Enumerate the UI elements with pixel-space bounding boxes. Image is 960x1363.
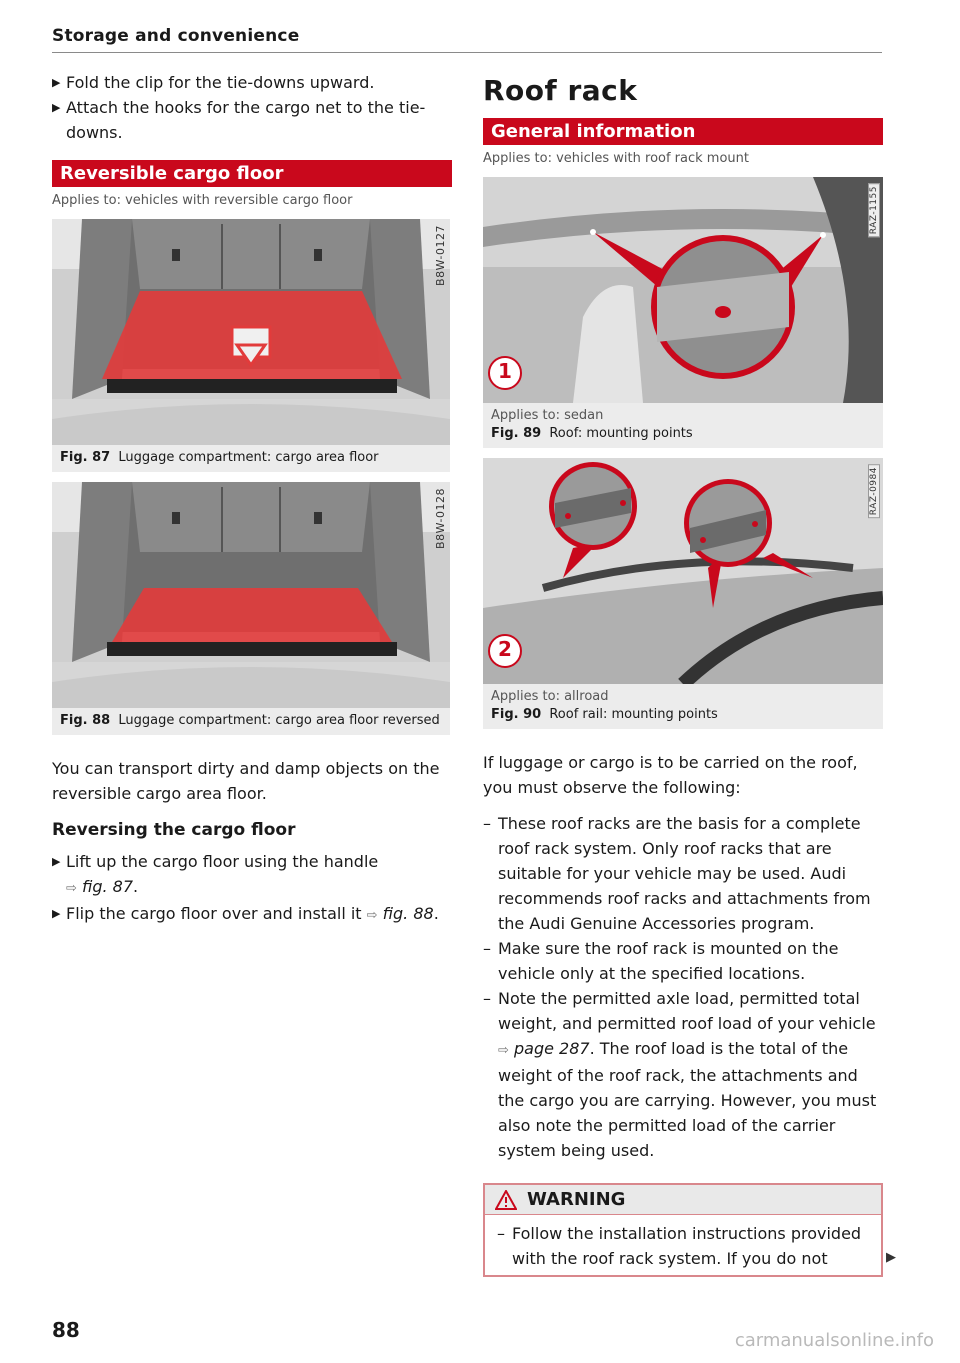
requirement-text: Make sure the roof rack is mounted on the vehicle only at the specified locations. [498, 939, 839, 983]
step-item [52, 901, 452, 928]
dash-marker: – [483, 939, 491, 958]
cross-reference-link[interactable]: page 287 [514, 1039, 590, 1058]
intro-paragraph: If luggage or cargo is to be carried on the roof, you must observe the following: [483, 753, 858, 797]
figure-89-image [483, 177, 883, 403]
figure-caption [52, 445, 450, 472]
right-column [483, 70, 883, 1277]
figure-90-image [483, 458, 883, 684]
callout-marker-2: 2 [498, 637, 512, 661]
dash-marker: – [483, 989, 491, 1008]
figure-87 [52, 219, 450, 472]
figure-caption-text: Luggage compartment: cargo area floor [118, 450, 379, 465]
step-suffix: . [433, 904, 439, 923]
bullet-icon: ▶ [52, 76, 61, 89]
body-paragraph: You can transport dirty and damp objects on the reversible cargo area floor. [52, 759, 440, 803]
requirement-text: Note the permitted axle load, permitted total weight, and permitted roof load of your vehicle [498, 989, 876, 1033]
bullet-icon: ▶ [52, 855, 61, 868]
figure-89 [483, 177, 883, 448]
dash-marker: – [483, 814, 491, 833]
requirement-text-continued: . The roof load is the total of the weight of the roof rack, the attachments and the cargo you are carrying. However, you must also note the permitted load of the carrier system being used. [498, 1039, 877, 1160]
figure-caption-text: Roof rail: mounting points [549, 707, 718, 722]
figure-applies-note: Applies to: sedan [491, 408, 604, 423]
warning-item [497, 1221, 871, 1271]
reference-arrow-icon: ⇨ [366, 908, 378, 923]
figure-number: Fig. 90 [491, 707, 542, 722]
intro-bullet [52, 95, 452, 145]
cross-reference-link[interactable]: fig. 88 [382, 904, 434, 923]
intro-bullet-text: Fold the clip for the tie-downs upward. [66, 73, 375, 92]
figure-number: Fig. 87 [60, 450, 111, 465]
watermark: carmanualsonline.info [734, 1330, 934, 1351]
figure-code: RAZ-0984 [868, 464, 880, 518]
figure-87-image [52, 219, 450, 445]
applies-note: Applies to: vehicles with roof rack mount [483, 151, 749, 166]
warning-header [485, 1185, 881, 1215]
requirement-item [483, 986, 883, 1163]
step-text: Lift up the cargo floor using the handle [66, 852, 379, 871]
running-header: Storage and convenience [52, 26, 300, 46]
step-suffix: . [133, 877, 139, 896]
figure-number: Fig. 88 [60, 713, 111, 728]
step-text: Flip the cargo floor over and install it [66, 904, 362, 923]
section-title-reversible-floor: Reversible cargo floor [52, 160, 452, 187]
figure-caption-text: Luggage compartment: cargo area floor reversed [118, 713, 440, 728]
intro-bullet [52, 70, 452, 95]
warning-body [485, 1215, 881, 1275]
figure-caption [52, 708, 450, 735]
figure-code: B8W-0127 [434, 225, 447, 286]
intro-bullet-text: Attach the hooks for the cargo net to the tie-downs. [66, 98, 426, 142]
page-number: 88 [52, 1318, 80, 1342]
applies-note: Applies to: vehicles with reversible cargo floor [52, 193, 353, 208]
warning-box [483, 1183, 883, 1277]
figure-88 [52, 482, 450, 735]
figure-caption [483, 403, 883, 448]
reference-arrow-icon: ⇨ [498, 1043, 509, 1058]
requirement-text: These roof racks are the basis for a complete roof rack system. Only roof racks that are suitable for your vehicle may be used. Audi recommends roof racks and attachments from the Audi Genuine Accessories program. [498, 814, 871, 933]
figure-caption [483, 684, 883, 729]
left-column [52, 70, 452, 928]
chapter-heading: Roof rack [483, 74, 638, 107]
bullet-icon: ▶ [52, 907, 61, 920]
figure-number: Fig. 89 [491, 426, 542, 441]
cross-reference-link[interactable]: fig. 87 [82, 877, 134, 896]
continue-arrow-icon: ▶ [886, 1250, 896, 1265]
requirement-item [483, 811, 883, 936]
figure-applies-note: Applies to: allroad [491, 689, 609, 704]
requirement-item [483, 936, 883, 986]
figure-90 [483, 458, 883, 729]
warning-text: Follow the installation instructions provided with the roof rack system. If you do not [512, 1224, 862, 1268]
figure-code: RAZ-1155 [868, 183, 880, 237]
requirements-list [483, 811, 883, 1163]
header-rule [52, 52, 882, 53]
callout-marker-1: 1 [498, 359, 512, 383]
figure-caption-text: Roof: mounting points [549, 426, 693, 441]
bullet-icon: ▶ [52, 101, 61, 114]
reference-arrow-icon: ⇨ [66, 881, 77, 896]
step-item [52, 849, 452, 901]
section-title-general-information: General information [483, 118, 883, 145]
figure-code: B8W-0128 [434, 488, 447, 549]
dash-marker: – [497, 1224, 505, 1243]
warning-triangle-icon [495, 1190, 517, 1210]
subsection-heading: Reversing the cargo floor [52, 820, 296, 840]
warning-title: WARNING [527, 1189, 626, 1210]
figure-88-image [52, 482, 450, 708]
